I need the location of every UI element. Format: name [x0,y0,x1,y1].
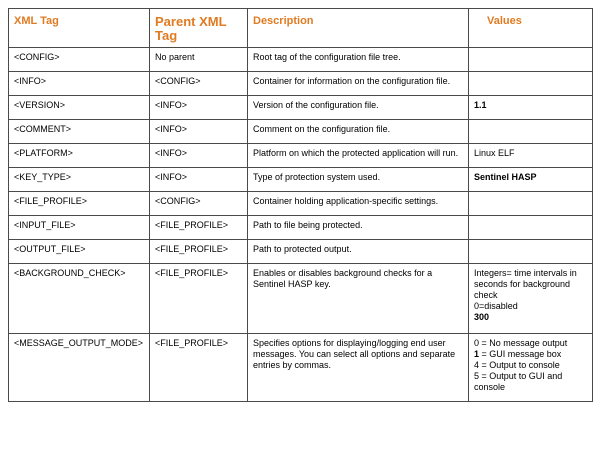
cell-parent: <FILE_PROFILE> [150,216,248,240]
cell-parent: <INFO> [150,96,248,120]
cell-description: Platform on which the protected application will run. [248,144,469,168]
table-row [9,120,593,144]
cell-tag: <KEY_TYPE> [9,168,150,192]
cell-value: Linux ELF [469,144,593,168]
value-line: 5 = Output to GUI and console [474,371,563,392]
cell-parent: No parent [150,48,248,72]
cell-parent: <FILE_PROFILE> [150,334,248,402]
cell-tag: <INFO> [9,72,150,96]
header-xml-tag: XML Tag [9,9,150,48]
table-row [9,72,593,96]
cell-parent: <CONFIG> [150,192,248,216]
cell-value: Sentinel HASP [469,168,593,192]
value-line: 0=disabled [474,301,518,311]
cell-tag: <VERSION> [9,96,150,120]
value-line: Integers= time intervals in seconds for background check [474,268,577,300]
cell-parent: <INFO> [150,144,248,168]
cell-value [469,240,593,264]
value-line [474,349,588,360]
cell-tag: <BACKGROUND_CHECK> [9,264,150,334]
cell-value [469,264,593,334]
cell-description: Comment on the configuration file. [248,120,469,144]
header-parent-xml-tag [150,9,248,48]
cell-description: Path to protected output. [248,240,469,264]
cell-description: Type of protection system used. [248,168,469,192]
value-line-rest: = GUI message box [479,349,562,359]
table-row [9,264,593,334]
cell-tag: <FILE_PROFILE> [9,192,150,216]
cell-value [469,48,593,72]
cell-tag: <CONFIG> [9,48,150,72]
cell-tag: <OUTPUT_FILE> [9,240,150,264]
header-parent-line2: Tag [155,28,178,43]
cell-parent: <FILE_PROFILE> [150,240,248,264]
cell-description: Root tag of the configuration file tree. [248,48,469,72]
value-line: 0 = No message output [474,338,568,348]
value-line: 4 = Output to console [474,360,560,370]
table-row [9,96,593,120]
cell-tag: <PLATFORM> [9,144,150,168]
cell-parent: <CONFIG> [150,72,248,96]
cell-description: Enables or disables background checks for a Sentinel HASP key. [248,264,469,334]
xml-tag-table [8,8,593,402]
cell-parent: <FILE_PROFILE> [150,264,248,334]
cell-value [469,334,593,402]
table-row [9,334,593,402]
cell-description: Specifies options for displaying/logging end user messages. You can select all options and separate entries by commas. [248,334,469,402]
table-row [9,48,593,72]
cell-description: Version of the configuration file. [248,96,469,120]
value-line-default: 300 [474,312,490,322]
cell-value [469,192,593,216]
header-description: Description [248,9,469,48]
cell-parent: <INFO> [150,120,248,144]
cell-value [469,72,593,96]
cell-description: Container holding application-specific settings. [248,192,469,216]
cell-description: Container for information on the configuration file. [248,72,469,96]
value-line-default: 1 [474,349,480,359]
table-row [9,168,593,192]
cell-parent: <INFO> [150,168,248,192]
table-row [9,216,593,240]
cell-tag: <INPUT_FILE> [9,216,150,240]
table-row [9,240,593,264]
header-values: Values [469,9,593,48]
cell-description: Path to file being protected. [248,216,469,240]
cell-tag: <COMMENT> [9,120,150,144]
table-row [9,144,593,168]
table-row [9,192,593,216]
cell-value [469,216,593,240]
cell-value [469,120,593,144]
header-row [9,9,593,48]
cell-value: 1.1 [469,96,593,120]
header-parent-line1: Parent XML [155,14,227,29]
cell-tag: <MESSAGE_OUTPUT_MODE> [9,334,150,402]
